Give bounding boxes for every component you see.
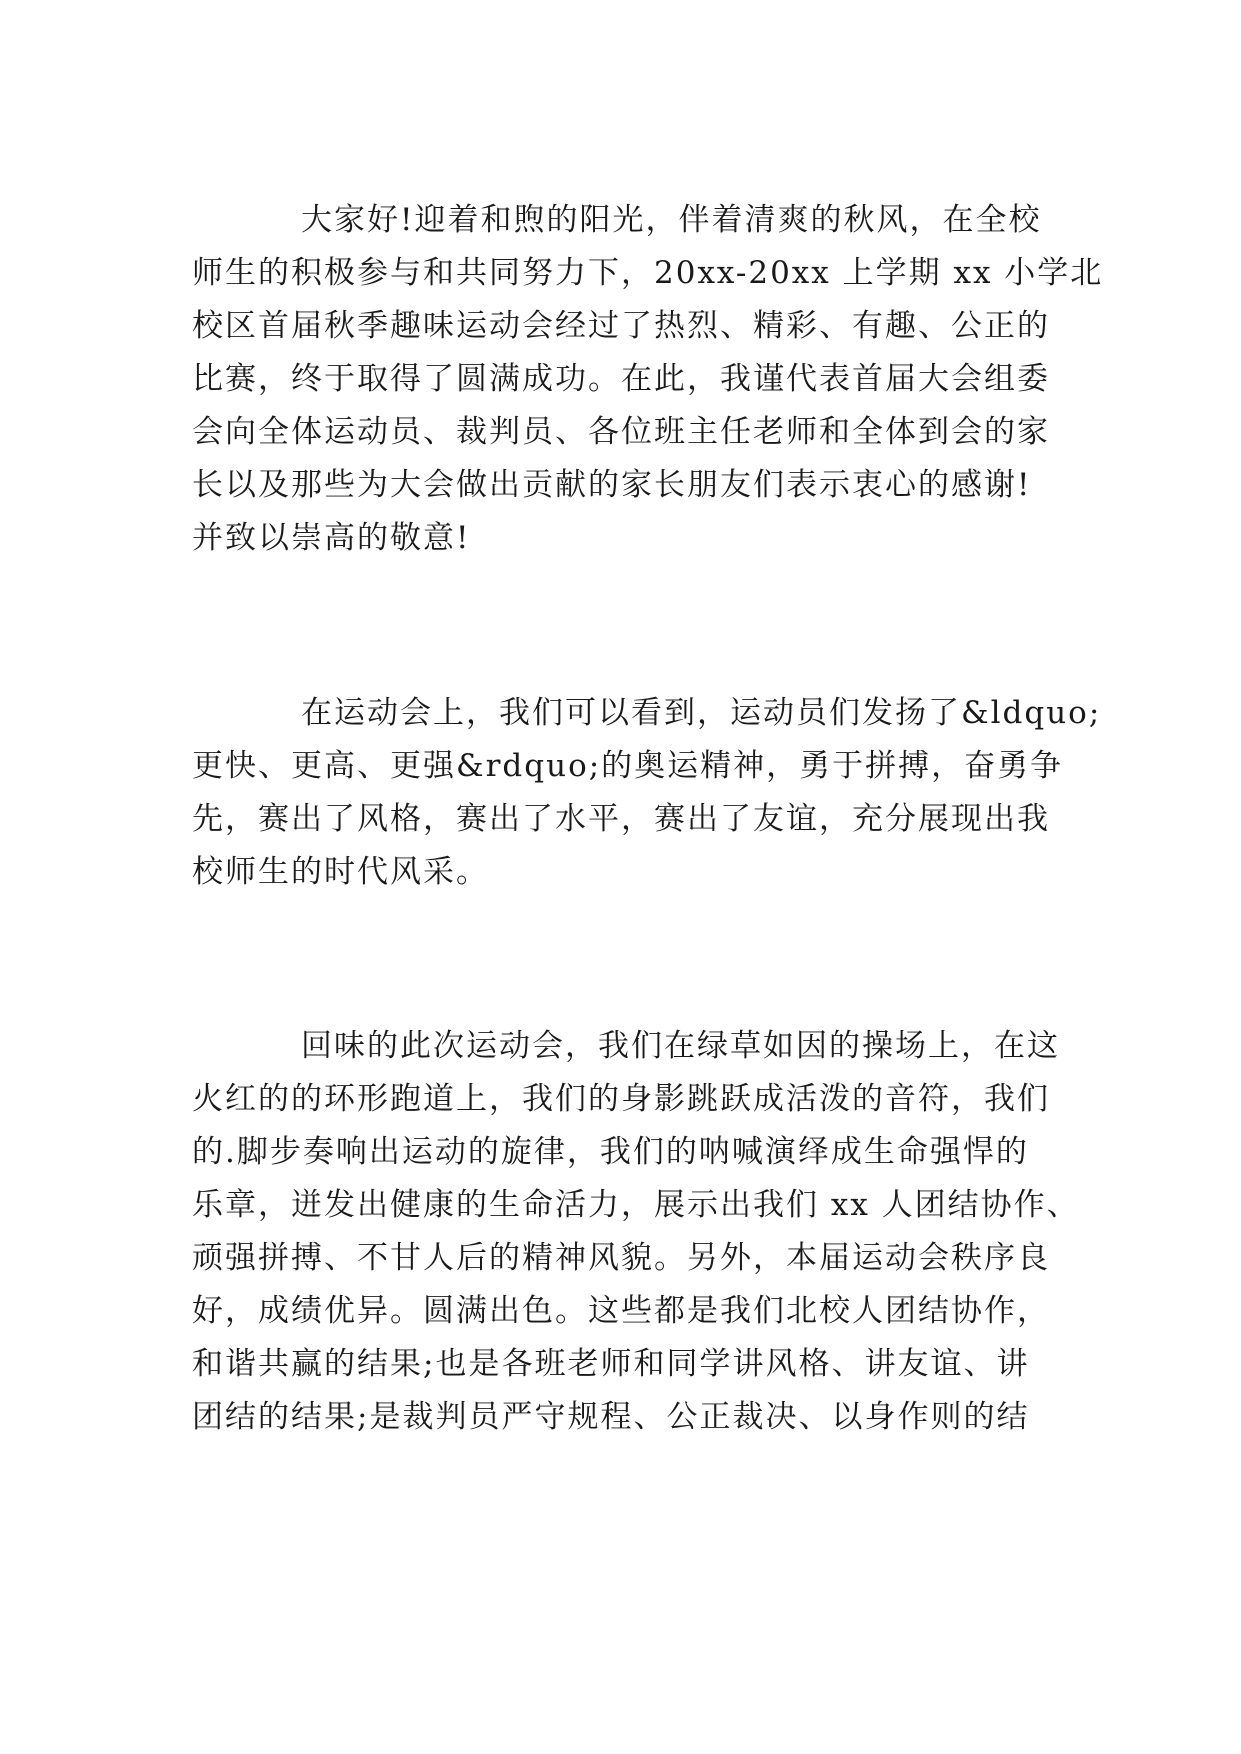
paragraph-1-line-1: 大家好!迎着和煦的阳光，伴着清爽的秋风，在全校 [301,202,1042,238]
paragraph-1-line-7: 并致以崇高的敬意! [192,520,471,556]
paragraph-1-line-6: 长以及那些为大会做出贡献的家长朋友们表示衷心的感谢! [192,467,1032,503]
paragraph-1-line-2: 师生的积极参与和共同努力下，20xx-20xx 上学期 xx 小学北 [192,255,1104,291]
paragraph-3-line-4: 乐章，迸发出健康的生命活力，展示出我们 xx 人团结协作、 [192,1187,1080,1223]
paragraph-2-line-3: 先，赛出了风格，赛出了水平，赛出了友谊，充分展现出我 [192,801,1050,837]
paragraph-1-line-5: 会向全体运动员、裁判员、各位班主任老师和全体到会的家 [192,414,1050,450]
paragraph-3-line-3: 的.脚步奏响出运动的旋律，我们的呐喊演绎成生命强悍的 [192,1134,1029,1170]
paragraph-2-line-2: 更快、更高、更强&rdquo;的奥运精神，勇于拼搏，奋勇争 [192,748,1064,784]
paragraph-3-line-5: 顽强拼搏、不甘人后的精神风貌。另外，本届运动会秩序良 [192,1240,1050,1276]
paragraph-3-line-6: 好，成绩优异。圆满出色。这些都是我们北校人团结协作， [192,1293,1050,1329]
paragraph-2-line-4: 校师生的时代风采。 [192,854,489,890]
paragraph-2-line-1: 在运动会上，我们可以看到，运动员们发扬了&ldquo; [301,695,1102,731]
paragraph-3-line-1: 回味的此次运动会，我们在绿草如因的操场上，在这 [301,1028,1060,1064]
paragraph-1-line-3: 校区首届秋季趣味运动会经过了热烈、精彩、有趣、公正的 [192,308,1050,344]
paragraph-3-line-7: 和谐共赢的结果;也是各班老师和同学讲风格、讲友谊、讲 [192,1346,1030,1382]
paragraph-3-line-2: 火红的的环形跑道上，我们的身影跳跃成活泼的音符，我们 [192,1081,1050,1117]
paragraph-1-line-4: 比赛，终于取得了圆满成功。在此，我谨代表首届大会组委 [192,361,1050,397]
paragraph-3-line-8: 团结的结果;是裁判员严守规程、公正裁决、以身作则的结 [192,1399,1030,1435]
